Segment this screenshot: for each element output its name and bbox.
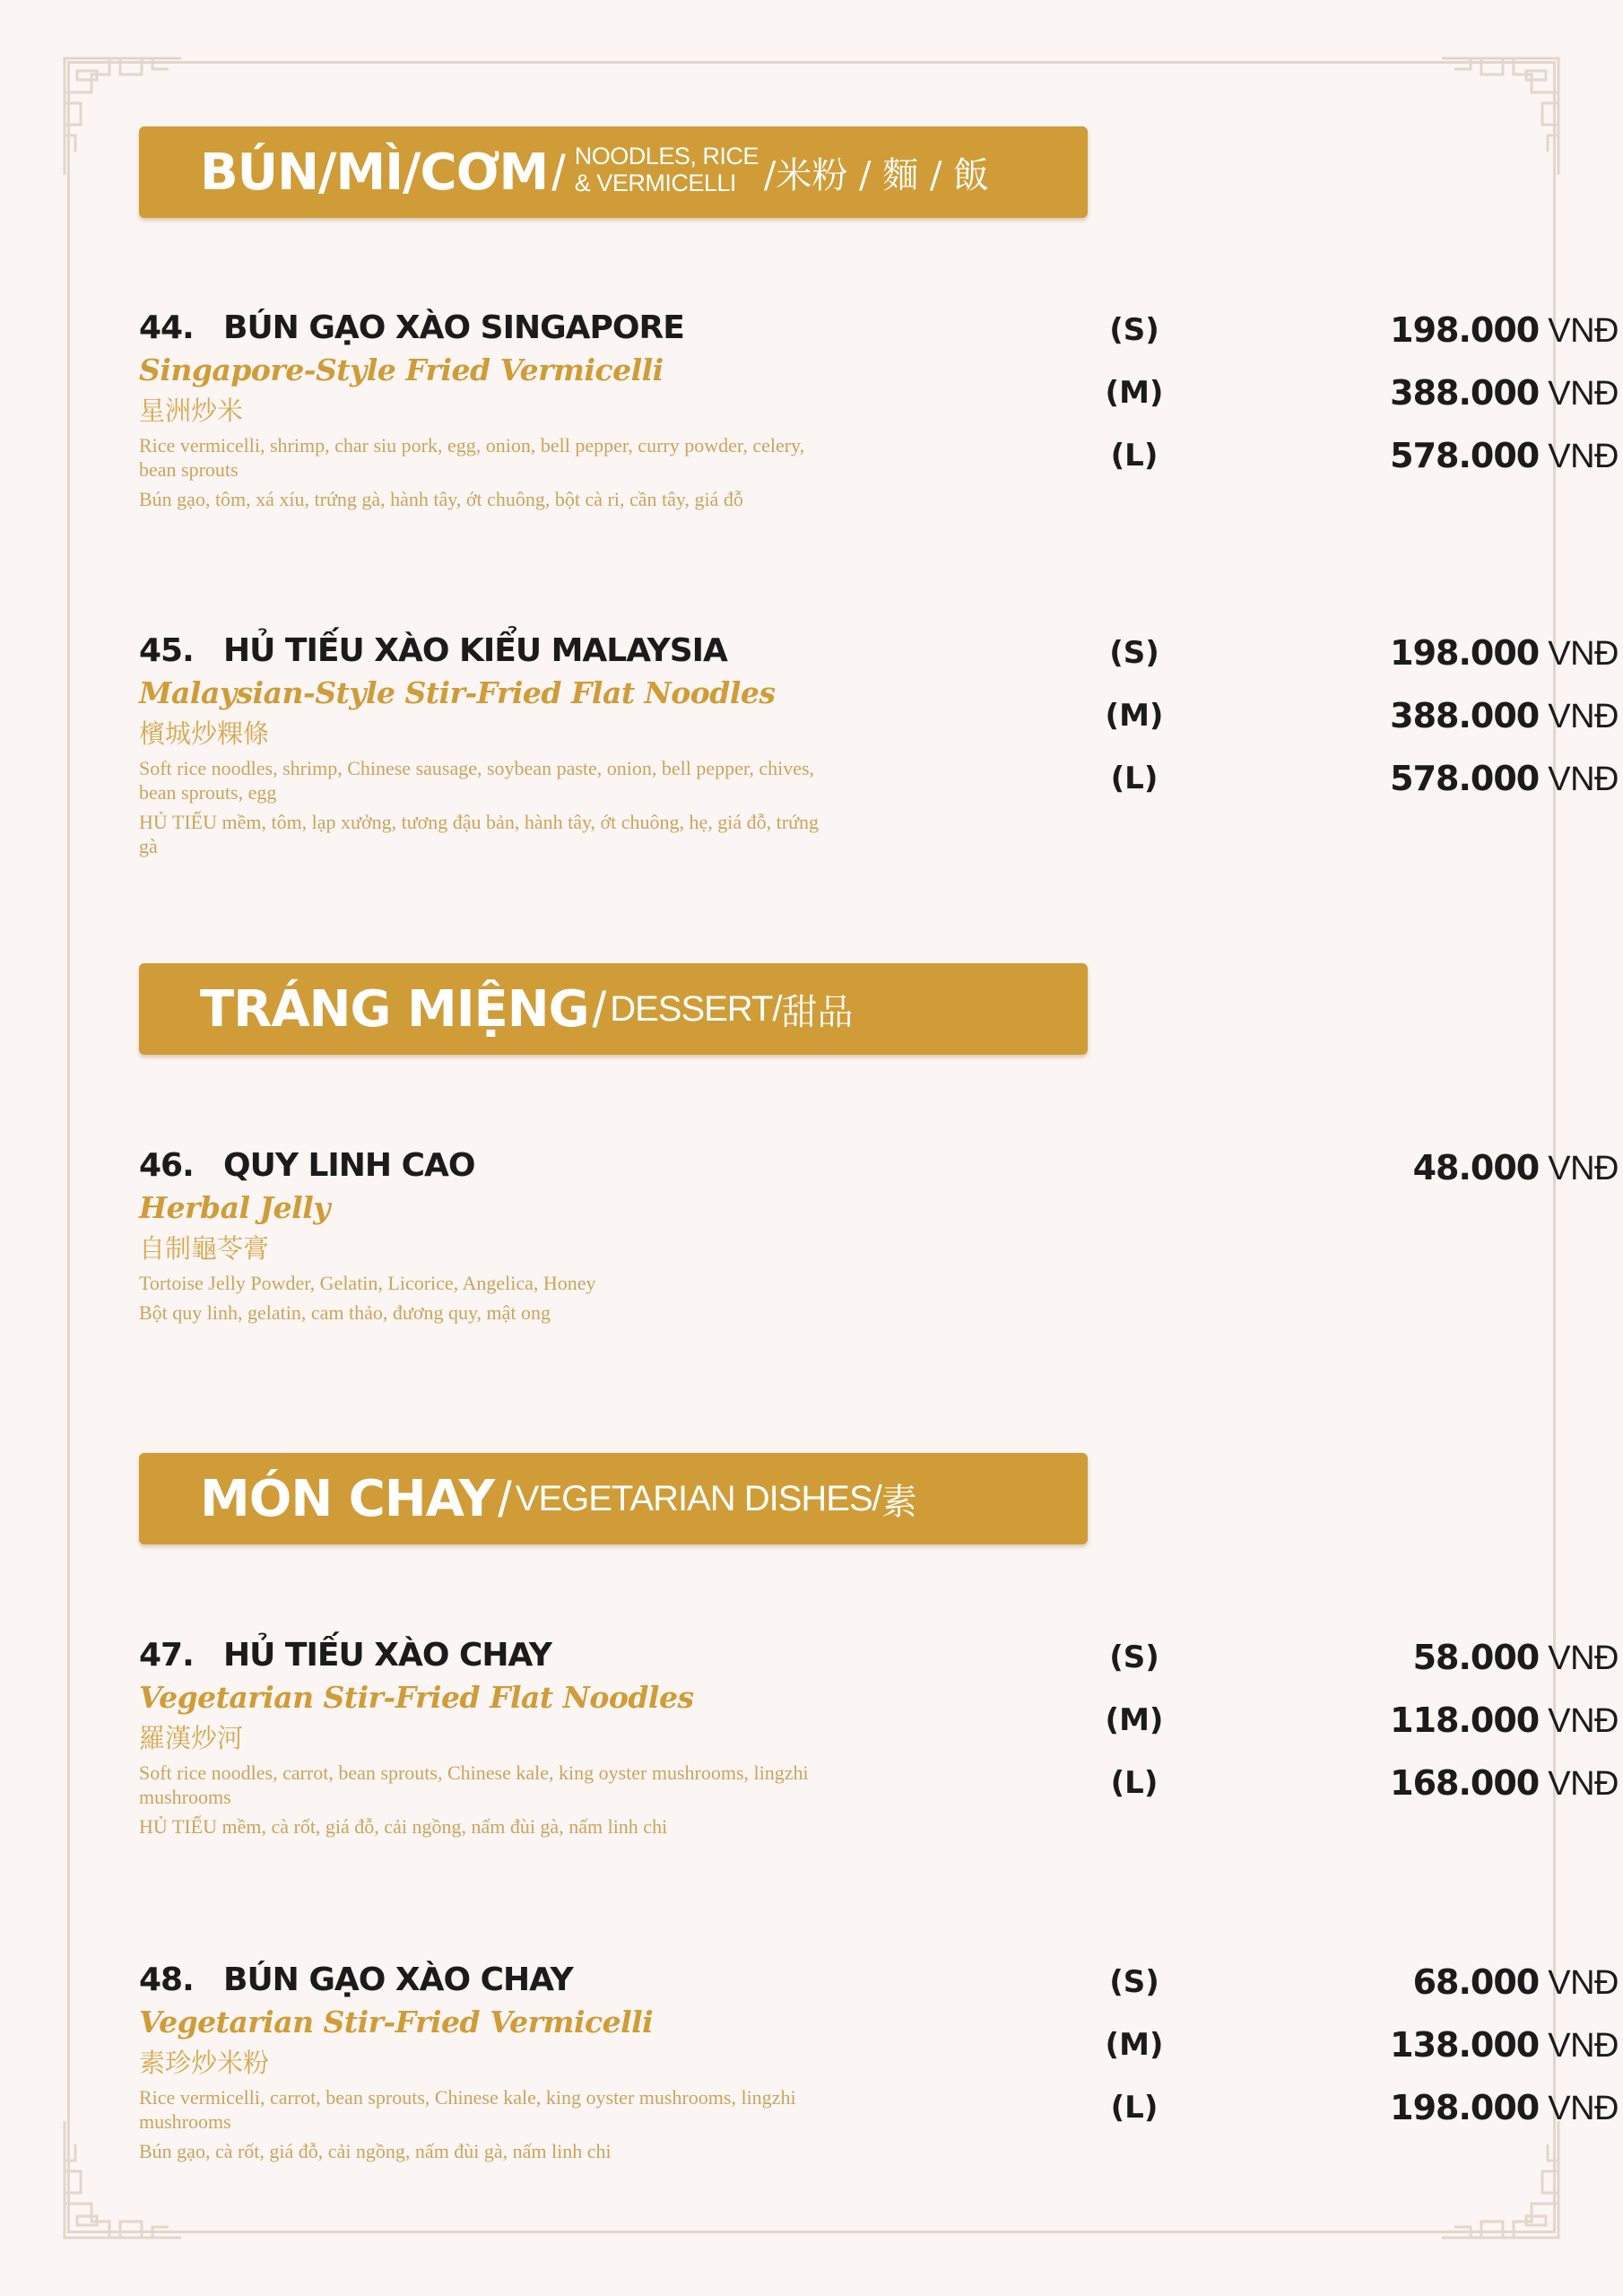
price <box>1188 309 1619 372</box>
item-description-vi: HỦ TIẾU mềm, tôm, lạp xưởng, tương đậu bản, hành tây, ớt chuông, hẹ, giá đỗ, trứng gà <box>139 811 820 857</box>
price-value: 138.000 <box>1390 2025 1540 2065</box>
item-name: HỦ TIẾU XÀO KIỂU MALAYSIA <box>223 632 727 669</box>
currency: VNĐ <box>1548 761 1619 798</box>
size-label: (S) <box>1109 635 1159 671</box>
size-label: (S) <box>1109 1964 1159 2000</box>
item-chinese-name: 檳城炒粿條 <box>139 718 270 749</box>
section-title: BÚN/MÌ/CƠM <box>200 143 549 202</box>
menu-item <box>139 632 1619 858</box>
currency: VNĐ <box>1548 1702 1619 1740</box>
price <box>1188 435 1619 498</box>
price <box>1188 758 1619 821</box>
price-value: 168.000 <box>1390 1763 1540 1803</box>
price-column <box>1188 309 1619 498</box>
section-banner-vegetarian <box>139 1453 1088 1544</box>
price <box>1188 1762 1619 1825</box>
item-number: 46. <box>139 1147 194 1184</box>
price-value: 578.000 <box>1390 759 1540 798</box>
currency: VNĐ <box>1548 2090 1619 2127</box>
price-value: 68.000 <box>1412 1962 1540 2002</box>
price-value: 198.000 <box>1390 2088 1540 2127</box>
size-label: (M) <box>1105 1702 1164 1738</box>
item-chinese-name: 星洲炒米 <box>139 396 244 426</box>
section-subtitle: VEGETARIAN DISHES/ <box>515 1478 881 1518</box>
item-name: BÚN GẠO XÀO SINGAPORE <box>223 309 684 346</box>
price <box>1188 632 1619 695</box>
item-number: 44. <box>139 309 194 346</box>
section-chinese-title: /米粉 / 麵 / 飯 <box>763 154 990 196</box>
menu-item <box>139 1637 1619 1839</box>
currency: VNĐ <box>1548 438 1619 475</box>
item-english-name: Vegetarian Stir-Fried Vermicelli <box>139 2005 654 2039</box>
item-name: QUY LINH CAO <box>223 1147 475 1184</box>
price-value: 388.000 <box>1390 696 1540 735</box>
currency: VNĐ <box>1548 1639 1619 1677</box>
item-description-en: Tortoise Jelly Powder, Gelatin, Licorice, Angelica, Honey <box>139 1272 596 1294</box>
price-value: 578.000 <box>1390 436 1540 475</box>
menu-item <box>139 1147 1619 1325</box>
size-column <box>1089 632 1179 821</box>
item-description-vi: HỦ TIẾU mềm, cà rốt, giá đỗ, cải ngồng, nấm đùi gà, nấm linh chi <box>139 1815 668 1838</box>
section-subtitle <box>575 143 759 196</box>
section-banner-noodles <box>139 126 1088 218</box>
item-name: HỦ TIẾU XÀO CHAY <box>223 1637 551 1674</box>
section-title: TRÁNG MIỆNG <box>200 979 589 1039</box>
price-column <box>1188 1961 1619 2150</box>
size-label: (L) <box>1110 2090 1159 2126</box>
price-column <box>1188 1147 1619 1210</box>
menu-item <box>139 309 1619 511</box>
section-subtitle-line: NOODLES, RICE <box>574 143 759 170</box>
section-subtitle-line: & VERMICELLI <box>574 170 736 196</box>
size-label: (M) <box>1105 2027 1164 2063</box>
price-value: 388.000 <box>1390 373 1540 413</box>
price <box>1188 1637 1619 1700</box>
item-description-vi: Bột quy linh, gelatin, cam thảo, đương quy, mật ong <box>139 1301 551 1324</box>
item-description-vi: Bún gạo, cà rốt, giá đỗ, cải ngồng, nấm đùi gà, nấm linh chi <box>139 2140 612 2162</box>
item-english-name: Herbal Jelly <box>139 1190 330 1225</box>
currency: VNĐ <box>1548 1964 1619 2002</box>
item-chinese-name: 自制龜苓膏 <box>139 1233 270 1264</box>
price-column <box>1188 1637 1619 1825</box>
item-english-name: Vegetarian Stir-Fried Flat Noodles <box>139 1680 694 1715</box>
item-english-name: Singapore-Style Fried Vermicelli <box>139 352 664 387</box>
currency: VNĐ <box>1548 1150 1619 1187</box>
size-label: (S) <box>1109 312 1159 348</box>
currency: VNĐ <box>1548 312 1619 350</box>
item-number: 47. <box>139 1637 194 1674</box>
price <box>1188 372 1619 435</box>
section-chinese-title: 素 <box>881 1481 917 1523</box>
separator: / <box>551 144 566 201</box>
currency: VNĐ <box>1548 375 1619 413</box>
section-chinese-title: 甜品 <box>781 991 854 1033</box>
size-label: (L) <box>1110 1765 1159 1801</box>
item-description-en: Soft rice noodles, shrimp, Chinese sausage, soybean paste, onion, bell pepper, chives, bean sprouts, egg <box>139 757 815 804</box>
currency: VNĐ <box>1548 635 1619 673</box>
item-chinese-name: 素珍炒米粉 <box>139 2048 270 2078</box>
menu-item <box>139 1961 1619 2163</box>
item-number: 45. <box>139 632 194 669</box>
price <box>1188 2087 1619 2150</box>
size-label: (M) <box>1105 698 1164 734</box>
item-description-en: Soft rice noodles, carrot, bean sprouts, Chinese kale, king oyster mushrooms, lingzhi mushrooms <box>139 1761 809 1808</box>
size-label: (L) <box>1110 761 1159 796</box>
price <box>1188 695 1619 758</box>
separator: / <box>498 1470 512 1527</box>
item-description-en: Rice vermicelli, shrimp, char siu pork, egg, onion, bell pepper, curry powder, celery, bean sprouts <box>139 434 805 481</box>
item-description-en: Rice vermicelli, carrot, bean sprouts, Chinese kale, king oyster mushrooms, lingzhi mushrooms <box>139 2086 796 2133</box>
price <box>1188 1700 1619 1762</box>
currency: VNĐ <box>1548 1765 1619 1803</box>
separator: / <box>592 980 607 1038</box>
price-column <box>1188 632 1619 821</box>
item-name: BÚN GẠO XÀO CHAY <box>223 1961 573 1998</box>
size-label: (L) <box>1110 438 1159 474</box>
currency: VNĐ <box>1548 2027 1619 2065</box>
size-label: (M) <box>1105 375 1164 411</box>
size-label: (S) <box>1109 1639 1159 1675</box>
section-subtitle: DESSERT/ <box>610 988 782 1029</box>
price <box>1188 1147 1619 1210</box>
item-chinese-name: 羅漢炒河 <box>139 1723 244 1753</box>
item-number: 48. <box>139 1961 194 1998</box>
price-value: 198.000 <box>1390 633 1540 673</box>
size-column <box>1089 1637 1179 1825</box>
currency: VNĐ <box>1548 698 1619 735</box>
price-value: 118.000 <box>1390 1700 1540 1740</box>
section-title: MÓN CHAY <box>200 1469 495 1528</box>
item-english-name: Malaysian-Style Stir-Fried Flat Noodles <box>139 675 776 710</box>
price <box>1188 1961 1619 2024</box>
section-banner-dessert <box>139 963 1088 1055</box>
price <box>1188 2024 1619 2087</box>
item-description-vi: Bún gạo, tôm, xá xíu, trứng gà, hành tây, ớt chuông, bột cà ri, cần tây, giá đỗ <box>139 488 743 510</box>
corner-ornament <box>1433 49 1567 184</box>
price-value: 48.000 <box>1412 1148 1540 1187</box>
price-value: 198.000 <box>1390 310 1540 350</box>
price-value: 58.000 <box>1412 1638 1540 1677</box>
size-column <box>1089 309 1179 498</box>
size-column <box>1089 1961 1179 2150</box>
